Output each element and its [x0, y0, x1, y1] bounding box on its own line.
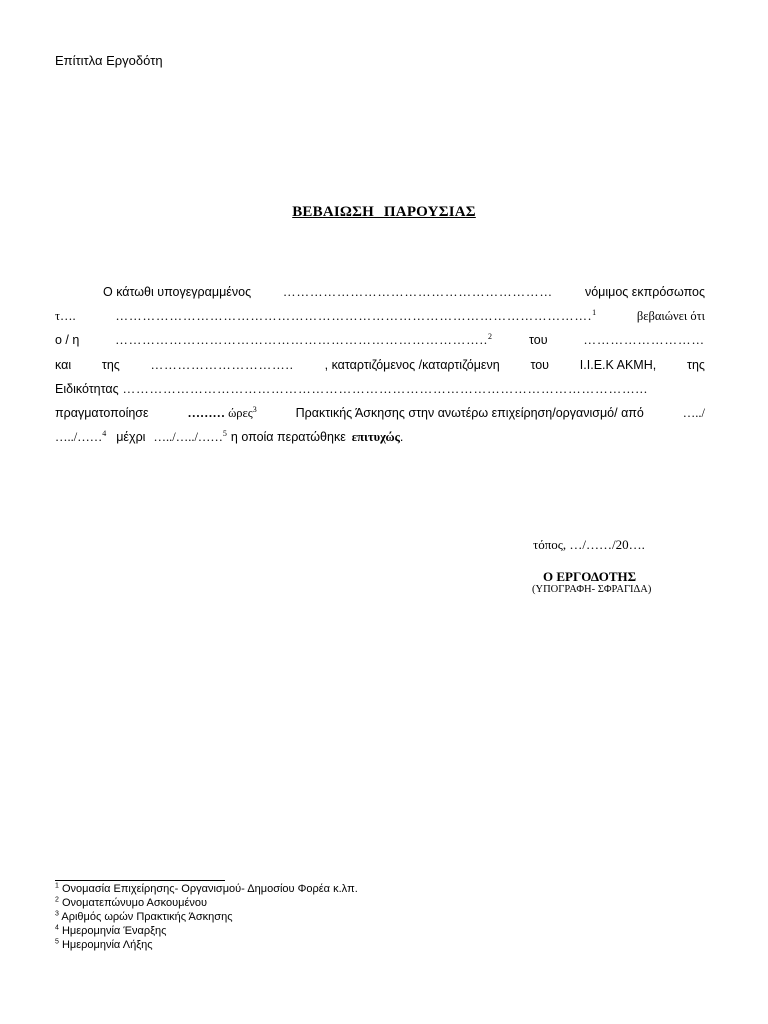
footnote-number: 5 [55, 938, 59, 946]
body-line-5 [55, 382, 705, 397]
body-line-4 [55, 358, 705, 373]
footnote-text: Ονοματεπώνυμο Ασκουμένου [61, 897, 208, 909]
footnote-ref-3: 3 [252, 406, 257, 414]
legal-representative-label: νόμιμος εκπρόσωπος [584, 285, 705, 299]
footnote-ref-4: 4 [102, 430, 107, 438]
father-label: του [528, 333, 548, 347]
start-date-blank-part: …../ [682, 406, 705, 420]
document-title: ΒΕΒΑΙΩΣΗ ΠΑΡΟΥΣΙΑΣ [292, 204, 476, 220]
signatory-blank: …………………………………………………… [283, 285, 554, 299]
institute-name: Ι.Ι.Ε.Κ ΑΚΜΗ, [579, 358, 657, 372]
footnote-3 [55, 911, 233, 923]
place-date: τόπος, …/……/20…. [533, 537, 645, 552]
trainee-blank-dots: ……………………………………………………………………….. [115, 333, 489, 347]
hours-label: ώρες [228, 406, 253, 420]
employer-heading: Ο ΕΡΓΟΔΟΤΗΣ [543, 569, 637, 584]
footnote-number: 2 [55, 896, 59, 904]
company-blank-dots: ……………………………………………………………………………………………. [115, 309, 593, 323]
footnote-number: 3 [55, 910, 59, 918]
start-date-blank [55, 430, 106, 445]
trainee-role-label: , καταρτιζόμενος /καταρτιζόμενη [324, 358, 500, 372]
specialty-label: Ειδικότητας [55, 382, 119, 396]
end-date-blank [153, 430, 226, 445]
body-line-1 [55, 285, 705, 300]
completed-label: πραγματοποίησε [55, 406, 149, 420]
article-blank: τ…. [55, 309, 76, 323]
footnote-number: 1 [55, 882, 59, 890]
success-word: επιτυχώς [351, 430, 400, 444]
body-line-6 [55, 406, 705, 421]
company-blank [115, 309, 597, 324]
footnote-text: Ημερομηνία Έναρξης [61, 925, 167, 937]
footnote-text: Αριθμός ωρών Πρακτικής Άσκησης [61, 911, 233, 923]
footnote-1 [55, 883, 358, 895]
period: . [399, 430, 404, 444]
trainee-prefix: ο / η [55, 333, 80, 347]
footnote-number: 4 [55, 924, 59, 932]
hours-blank [187, 406, 256, 421]
mother-blank: ………………………….. [150, 358, 294, 372]
footnote-2 [55, 897, 207, 909]
footnote-ref-2: 2 [488, 333, 494, 341]
end-date-dots: …../…../…… [153, 430, 223, 444]
footnote-ref-1: 1 [592, 309, 598, 317]
completed-text: η οποία περατώθηκε [230, 430, 346, 444]
footnote-4 [55, 925, 166, 937]
specialty-blank: ……………………………………………………………………………………………………... [122, 382, 648, 396]
signature-stamp-label: (ΥΠΟΓΡΑΦΗ- ΣΦΡΑΓΙΔΑ) [532, 584, 652, 595]
until-label: μέχρι [116, 430, 146, 444]
body-line-7 [55, 430, 705, 445]
hours-blank-dots: ……… [187, 406, 225, 420]
footnote-separator [55, 880, 225, 881]
letterhead-placeholder: Επίτιτλα Εργοδότη [55, 53, 163, 68]
signatory-label: Ο κάτωθι υπογεγραμμένος [103, 285, 252, 299]
certifies-label: βεβαιώνει ότι [636, 309, 705, 323]
footnote-5 [55, 939, 153, 951]
of-label: του [530, 358, 550, 372]
specialty-prefix: της [687, 358, 705, 372]
trainee-blank [115, 333, 493, 348]
start-date-dots: …../…… [55, 430, 103, 444]
footnote-text: Ονομασία Επιχείρησης- Οργανισμού- Δημοσίου Φορέα κ.λπ. [61, 883, 358, 895]
body-line-3 [55, 333, 705, 348]
footnote-text: Ημερομηνία Λήξης [61, 939, 153, 951]
mother-label: της [101, 358, 120, 372]
body-line-2 [55, 309, 705, 324]
and-label: και [55, 358, 72, 372]
internship-text: Πρακτικής Άσκησης στην ανωτέρω επιχείρηση/οργανισμό/ από [295, 406, 644, 420]
father-blank: ……………………… [583, 333, 705, 347]
footnote-ref-5: 5 [222, 430, 227, 438]
